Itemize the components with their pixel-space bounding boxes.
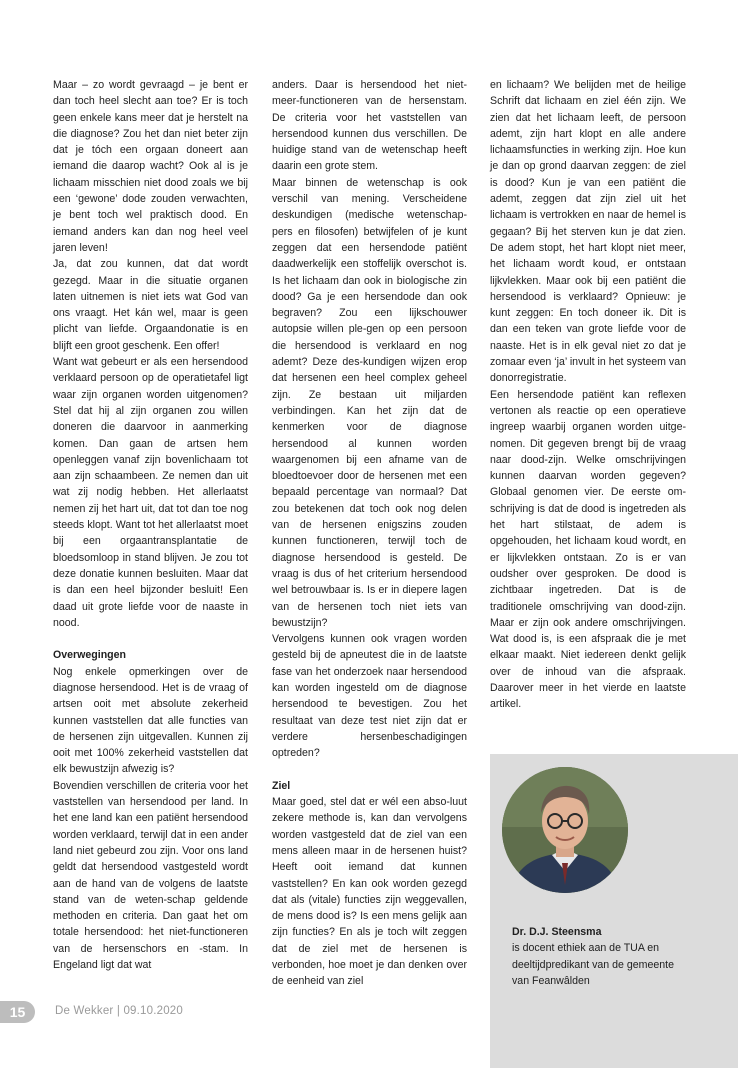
author-bio — [512, 924, 727, 989]
author-bio-line: is docent ethiek aan de TUA en — [512, 942, 660, 955]
paragraph: Maar binnen de wetenschap is ook verschil van mening. Verscheidene deskundigen (medische wetenschap-pers en filosofen) betwijfelen of je kunt zeggen dat een hersendode patiënt daadwerkelijk een stoffelijk overschot is. Is het lichaam dan ook in biologische zin dood? Ga je een hersendode dan ook begraven? Zou een lijkschouwer autopsie willen ple-gen op een persoon die hersendood is verklaard en nog ademt? Deze des-kundigen wijzen erop dat hersenen een heel complex geheel zijn. Ze bestaan uit miljarden verbindingen. Kan het zijn dat de kenmerken voor de diagnose hersendood al kunnen worden waargenomen bij een afname van de bloedtoevoer door de hersenen met een bepaald percentage van normaal? Dat zou betekenen dat toch ook nog delen van de hersenen enigszins zouden kunnen functioneren, terwijl toch de diagnose hersendood is gesteld. De vraag is dus of het criterium hersendood wel betrouwbaar is. Is er in diepere lagen van de hersenen toch niet iets van bewustzijn? — [272, 176, 467, 629]
paragraph: en lichaam? We belijden met de heilige Schrift dat lichaam en ziel één zijn. We zien dat het lichaam leeft, de persoon ademt, zijn hart klopt en alle andere lichaamsfuncties in werking zijn. Hoe kun je dan op grond daarvan zeggen: de ziel is dood? Kun je van een patiënt die ademt, zeggen dat zijn ziel uit het lichaam is vertrokken en naar de hemel is gegaan? Bij het sterven kun je dat zien. De adem stopt, het hart klopt niet meer, het lichaam wordt koud, er ontstaan lijkvlekken. Maar ook bij een patiënt die hersendood is verklaard? Opnieuw: je kunt zeggen: En toch doneer ik. Dit is dan een teken van grote liefde voor de naaste. Het is in elk geval niet zo dat je zomaar even ‘ja’ invult in het systeem van donorregistratie. — [490, 79, 686, 385]
paragraph: Want wat gebeurt er als een hersendood verklaard persoon op de operatietafel ligt waar zijn organen worden uitgenomen? Stel dat hij al zijn organen zou willen doneren die daarvoor in aanmerking komen. Dan gaan de artsen hem openleggen vanaf zijn bovenlichaam tot aan zijn schaambeen. Ze nemen dan uit wat zij nodig hebben. Het allerlaatst nemen zij het hart uit, dat tot dan toe nog steeds klopt. Want tot het allerlaatst moet bij een orgaantransplantatie de bloedsomloop in stand blijven. Je zou tot deze donatie kunnen besluiten. Maar dat is dan een heel bijzonder besluit! Een daad uit grote liefde voor de naaste in nood. — [53, 356, 248, 629]
paragraph: Maar – zo wordt gevraagd – je bent er dan toch heel slecht aan toe? Er is toch geen enkele kans meer dat je herstelt na die diagnose? Zou het dan niet beter zijn dat je tóch een orgaan doneert aan iemand die daarop wacht? Ook al is je lichaam misschien niet dood zoals we bij een ‘gewone’ dode zouden verwachten, je bent toch wel praktisch dood. En iemand anders kan dan nog heel veel jaren leven! — [53, 79, 248, 254]
page-number-badge: 15 — [0, 1001, 35, 1023]
author-portrait-illustration — [502, 767, 628, 893]
author-bio-line: deeltijdpredikant van de gemeente — [512, 958, 674, 971]
spacer — [53, 631, 248, 647]
article-column-1 — [53, 77, 248, 973]
section-heading-overwegingen: Overwegingen — [53, 649, 126, 662]
paragraph: Nog enkele opmerkingen over de diagnose hersendood. Het is de vraag of artsen ooit met absolute zekerheid kunnen vaststellen dat alle functies van de hersenen zijn uitgevallen. Kunnen zij ooit met 100% zekerheid vaststellen dat elk bewustzijn afwezig is? — [53, 665, 248, 776]
author-bio-line: van Feanwâlden — [512, 974, 590, 987]
spacer — [272, 761, 467, 777]
paragraph: Ja, dat zou kunnen, dat dat wordt gezegd. Maar in die situatie organen laten uitnemen is niet iets wat God van ons vraagt. Het kán wel, maar is geen plicht van liefde. Orgaandonatie is en blijft een groot geschenk. Een offer! — [53, 258, 248, 352]
paragraph: Een hersendode patiënt kan reflexen vertonen als reactie op een operatieve ingreep waarbij organen worden uitge-nomen. Dit gegeven brengt bij de vraag naar dood-zijn. Welke omschrijvingen kunnen daarvan worden gegeven? Globaal genomen vier. De eerste om-schrijving is dat de dood is ingetreden als het hart stilstaat, de adem is opgehouden, het lichaam koud wordt, en er lijkvlekken ontstaan. Zo is er van oudsher over gesproken. De dood is zichtbaar ingetreden. Dat is de traditionele omschrijving van dood-zijn. Maar er zijn ook andere omschrijvingen. Wat dood is, is een afspraak die je met elkaar maakt. Niet iedereen denkt gelijk over de inhoud van die afspraak. Daarover meer in het vierde en laatste artikel. — [490, 388, 686, 711]
footer-publication: De Wekker | 09.10.2020 — [55, 1005, 183, 1017]
paragraph: Maar goed, stel dat er wél een abso-luut zekere methode is, kan dan vervolgens worden vastgesteld dat de ziel van een mens alleen maar in de hersenen huist? Heeft ooit iemand dat kunnen vaststellen? En kan ook worden gezegd dat als (vitale) functies zijn weggevallen, de mens dood is? Is een mens gelijk aan zijn functies? En als je toch wilt zeggen dat de ziel met de hersenen is verbonden, hoe moet je dan denken over de eenheid van ziel — [272, 796, 467, 988]
article-column-2 — [272, 77, 467, 990]
article-column-3 — [490, 77, 686, 713]
paragraph: Vervolgens kunnen ook vragen worden gesteld bij de apneutest die in de laatste fase van het onderzoek naar hersendood kan worden ingesteld om de diagnose hersendood te bevestigen. Zou het resultaat van deze test niet zijn dat er verdere hersenbeschadigingen optreden? — [272, 633, 467, 760]
paragraph: Bovendien verschillen de criteria voor het vaststellen van hersendood per land. In het ene land kan een patiënt hersendood worden verklaard, terwijl dat in een ander land niet gebeurd zou zijn. Voor ons land geldt dat hersendood vastgesteld wordt aan de hand van de volgens de laatste stand van de weten-schap geldende methoden en criteria. Dan gaat het om totale hersendood: het niet-functioneren van de hersenschors en -stam. In Engeland ligt dat wat — [53, 779, 248, 972]
section-heading-ziel: Ziel — [272, 779, 291, 792]
author-portrait — [502, 767, 628, 893]
author-name: Dr. D.J. Steensma — [512, 926, 602, 938]
paragraph: anders. Daar is hersendood het niet-meer-functioneren van de hersenstam. De criteria voor het vaststellen van hersendood kunnen dus verschillen. De huidige stand van de wetenschap heeft daarin een grote stem. — [272, 79, 467, 173]
